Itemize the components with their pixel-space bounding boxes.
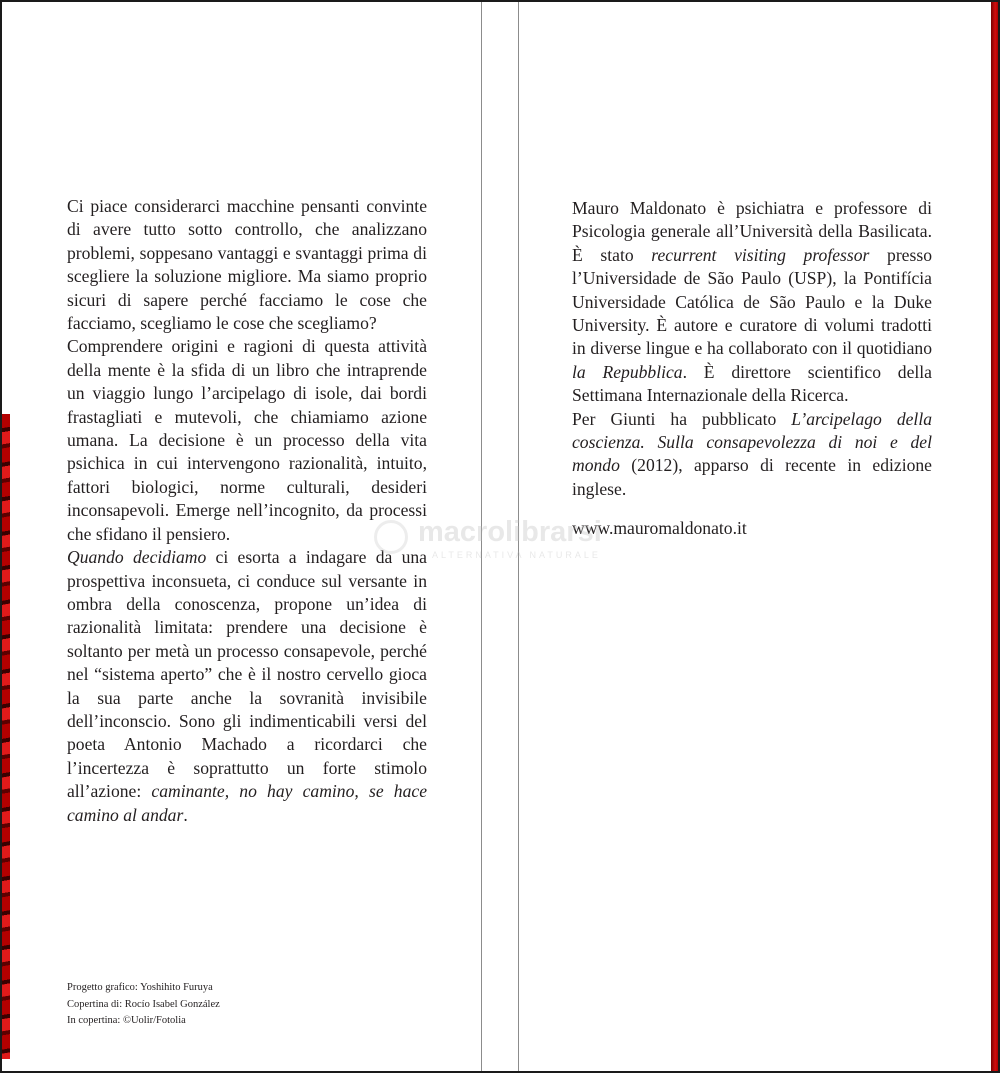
bio-paragraph-1: Mauro Maldonato è psichiatra e professore di Psicologia generale all’Università della Basilicata. È stato recurrent visiting professor presso l’Universidade de São Paulo (USP), la Pontifícia Universidade Católica de São Paulo e la Duke University. È autore e curatore di volumi tradotti in diverse lingue e ha collaborato con il quotidiano la Repubblica. È direttore scientifico della Settimana Internazionale della Ricerca.	[572, 198, 932, 406]
credit-cover: Copertina di: Rocío Isabel González	[67, 998, 220, 1010]
author-bio	[572, 197, 932, 501]
front-flap-text	[67, 195, 427, 827]
credit-cover-image: In copertina: ©Uolir/Fotolia	[67, 1015, 186, 1026]
watermark	[374, 514, 644, 564]
italic-run: recurrent visiting professor	[651, 244, 870, 265]
author-website: www.mauromaldonato.it	[572, 518, 747, 538]
bio-paragraph-2: Per Giunti ha pubblicato L’arcipelago della coscienza. Sulla consapevolezza di noi e del mondo (2012), apparso di recente in edizione inglese.	[572, 408, 932, 499]
watermark-tagline: ALTERNATIVA NATURALE	[432, 550, 601, 560]
italic-run: L’arcipelago della coscienza. Sulla consapevolezza di noi e del mondo	[572, 408, 932, 476]
flap-paragraph-3: Quando decidiamo ci esorta a indagare da una prospettiva inconsueta, ci conduce sul versante in ombra della conoscenza, propone un’idea di razionalità limitata: prendere una decisione è soltanto per metà un processo consapevole, perché nel “sistema aperto” che è il nostro cervello gioca la sua parte anche la sovranità invisibile dell’inconscio. Sono gli indimenticabili versi del poeta Antonio Machado a ricordarci che l’incertezza è soprattutto un forte stimolo all’azione: caminante, no hay camino, se hace camino al andar.	[67, 547, 428, 825]
watermark-logo-icon	[374, 520, 408, 554]
flap-paragraph-2: Comprendere origini e ragioni di questa attività della mente è la sfida di un libro che intraprende un viaggio lungo l’arcipelago di isole, dai bordi frastagliati e mutevoli, che chiamiamo azione umana. La decisione è un processo della vita psichica in cui intervengono razionalità, intuito, fattori biologici, norme culturali, desideri inconsapevoli. Emerge nell’incognito, da processi che sfidano il pensiero.	[67, 336, 427, 544]
cover-red-edge	[991, 2, 998, 1071]
italic-run: Quando decidiamo	[67, 547, 207, 568]
italic-run: la Repubblica	[572, 361, 683, 382]
credits	[67, 980, 220, 1030]
cover-art-edge	[2, 414, 10, 1059]
italic-run: caminante, no hay camino, se hace camino al andar	[67, 781, 428, 825]
credit-design: Progetto grafico: Yoshihito Furuya	[67, 982, 213, 993]
flap-paragraph-1: Ci piace considerarci macchine pensanti convinte di avere tutto sotto controllo, che analizzano problemi, soppesano vantaggi e svantaggi prima di scegliere la soluzione migliore. Ma siamo proprio sicuri di sapere perché facciamo le cose che facciamo, scegliamo le cose che scegliamo?	[67, 196, 427, 334]
watermark-name: macrolibrarsi	[418, 516, 602, 548]
